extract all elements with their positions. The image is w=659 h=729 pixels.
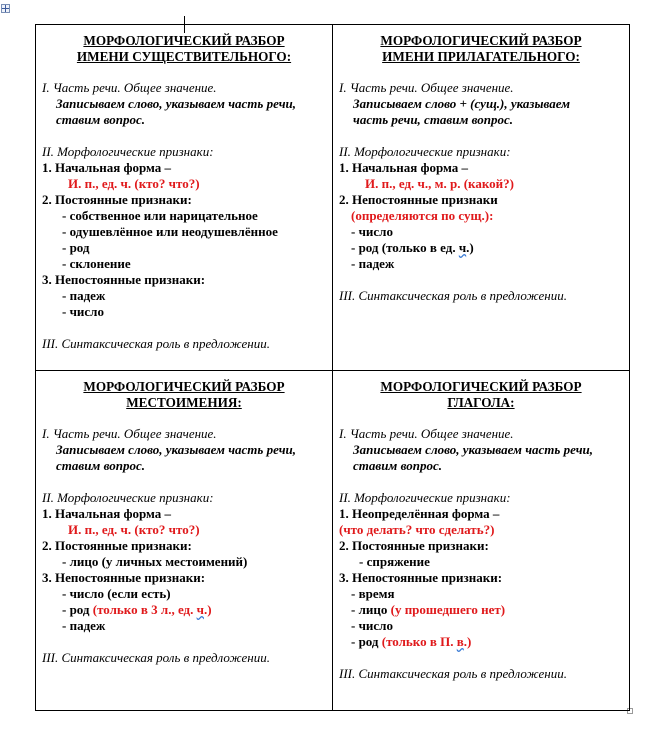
cell-pronoun[interactable]: МОРФОЛОГИЧЕСКИЙ РАЗБОР МЕСТОИМЕНИЯ: I. Часть речи. Общее значение. Записываем слово, указываем часть речи, ставим вопрос. II. Морфологические признаки: 1. Начальная форма – И. п., ед. ч. (кто? что?) 2. Постоянные признаки: - лицо (у личных местоимений) 3. Непостоянные признаки: - число (если есть) - род (только в 3 л., ед. ч.) - падеж III. Синтаксическая роль в предложении. — [36, 371, 333, 711]
table-move-handle[interactable] — [1, 4, 10, 13]
cell-noun[interactable]: МОРФОЛОГИЧЕСКИЙ РАЗБОР ИМЕНИ СУЩЕСТВИТЕЛЬНОГО: I. Часть речи. Общее значение. Записываем слово, указываем часть речи, ставим вопрос. II. Морфологические признаки: 1. Начальная форма – И. п., ед. ч. (кто? что?) 2. Постоянные признаки: - собственное или нарицательное - одушевлённое или неодушевлённое - род - склонение 3. Непостоянные признаки: - падеж - число III. Синтаксическая роль в предложении. — [36, 25, 333, 371]
noun-title: МОРФОЛОГИЧЕСКИЙ РАЗБОР ИМЕНИ СУЩЕСТВИТЕЛЬНОГО: — [76, 33, 292, 64]
noun-section-2: II. Морфологические признаки: — [42, 144, 214, 159]
morphology-table — [35, 24, 630, 711]
move-arrows-icon — [2, 5, 9, 12]
pronoun-title: МОРФОЛОГИЧЕСКИЙ РАЗБОР МЕСТОИМЕНИЯ: — [83, 379, 285, 410]
verb-title: МОРФОЛОГИЧЕСКИЙ РАЗБОР ГЛАГОЛА: — [380, 379, 582, 410]
cell-adjective[interactable]: МОРФОЛОГИЧЕСКИЙ РАЗБОР ИМЕНИ ПРИЛАГАТЕЛЬНОГО: I. Часть речи. Общее значение. Записываем слово + (сущ.), указываем часть речи, ставим вопрос. II. Морфологические признаки: 1. Начальная форма – И. п., ед. ч., м. р. (какой?) 2. Непостоянные признаки (определяются по сущ.): - число - род (только в ед. ч.) - падеж III. Синтаксическая роль в предложении. — [333, 25, 630, 371]
cell-verb[interactable]: МОРФОЛОГИЧЕСКИЙ РАЗБОР ГЛАГОЛА: I. Часть речи. Общее значение. Записываем слово, указываем часть речи, ставим вопрос. II. Морфологические признаки: 1. Неопределённая форма – (что делать? что сделать?) 2. Постоянные признаки: - спряжение 3. Непостоянные признаки: - время - лицо (у прошедшего нет) - число - род (только в П. в.) III. Синтаксическая роль в предложении. — [333, 371, 630, 711]
adjective-title: МОРФОЛОГИЧЕСКИЙ РАЗБОР ИМЕНИ ПРИЛАГАТЕЛЬНОГО: — [380, 33, 582, 64]
noun-section-1: I. Часть речи. Общее значение. — [42, 80, 217, 95]
noun-section-3: III. Синтаксическая роль в предложении. — [42, 336, 270, 351]
